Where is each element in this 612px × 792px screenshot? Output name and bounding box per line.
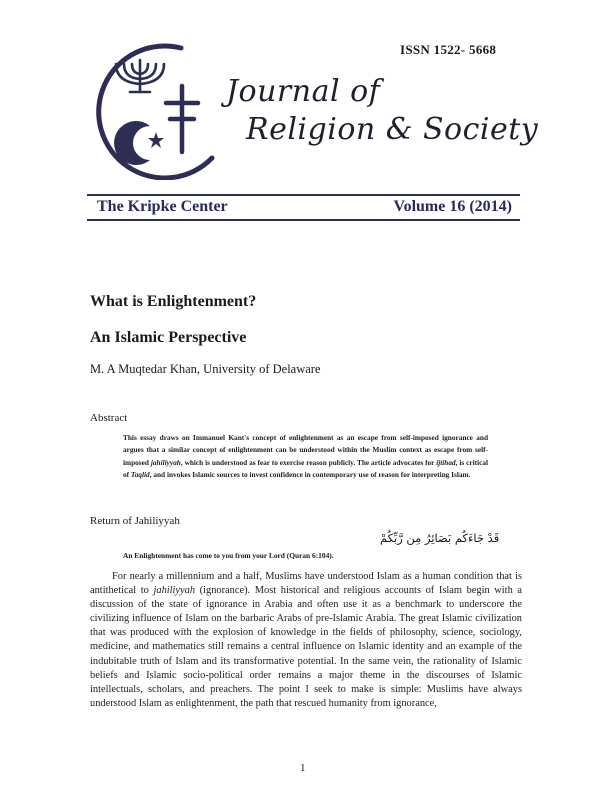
abstract-body: This essay draws on Immanuel Kant's concept of enlightenment as an escape from self-imposed ignorance and argues that a similar concept of enlightenment can be understood within the Muslim context as escape from self-imposed jahiliyyah, which is understood as fear to exercise reason publicly. The article advocates for ijtihad, is critical of Taqlid, and invokes Islamic sources to invest confidence in contemporary use of reason for interpreting Islam. (123, 433, 489, 480)
cross-icon (166, 86, 198, 152)
header-band (87, 194, 520, 221)
abstract-term-ijtihad: ijtihad (436, 457, 456, 467)
body-term-jahiliyyah: jahiliyyah (153, 585, 196, 597)
section-heading: Return of Jahiliyyah (90, 515, 180, 527)
journal-logo (86, 40, 226, 180)
crescent-star-icon (114, 121, 164, 165)
menorah-icon (116, 60, 164, 92)
journal-title-line-2: Religion & Society (246, 112, 539, 147)
page-number: 1 (300, 762, 306, 774)
article-subtitle: An Islamic Perspective (90, 329, 247, 346)
body-paragraph: For nearly a millennium and a half, Muslims have understood Islam as a human condition that is antithetical to jahiliyyah (ignorance). Most historical and religious accounts of Islam begin with a discussion of the state of ignorance in Arabia and often use it as a benchmark to underscore the civilizing influence of Islam on the barbaric Arabs of pre-Islamic Arabia. The great Islamic civilization that was produced with the explosion of knowledge in the fields of philosophy, science, sociology, medicine, and mathematics still remains a central influence on Islamic identity and an example of the indubitable truth of Islam and its transformative potential. In the same vein, the rationality of Islamic beliefs and Islamic socio-political order remains a major theme in the discourses of Islamic intellectuals, scholars, and preachers. The point I seek to make is simple: Muslims have always understood Islam as enlightenment, the path that rescued humanity from ignorance, (90, 571, 522, 709)
journal-title-line-1: Journal of (226, 74, 381, 109)
article-title: What is Enlightenment? (90, 293, 257, 310)
quote-translation: An Enlightenment has come to you from your Lord (Quran 6:104). (123, 551, 334, 560)
arabic-quote: قَدْ جَاءَكُم بَصَائِرُ مِن رَّبِّكُمْ (380, 531, 500, 545)
center-name: The Kripke Center (97, 198, 228, 215)
abstract-term-jahiliyyah: jahiliyyah (150, 457, 181, 467)
issn-number: ISSN 1522- 5668 (400, 42, 497, 57)
abstract-term-taqlid: Taqlid (130, 470, 150, 480)
author-line: M. A Muqtedar Khan, University of Delaware (90, 362, 321, 376)
volume-label: Volume 16 (2014) (393, 198, 512, 215)
abstract-heading: Abstract (90, 412, 128, 424)
